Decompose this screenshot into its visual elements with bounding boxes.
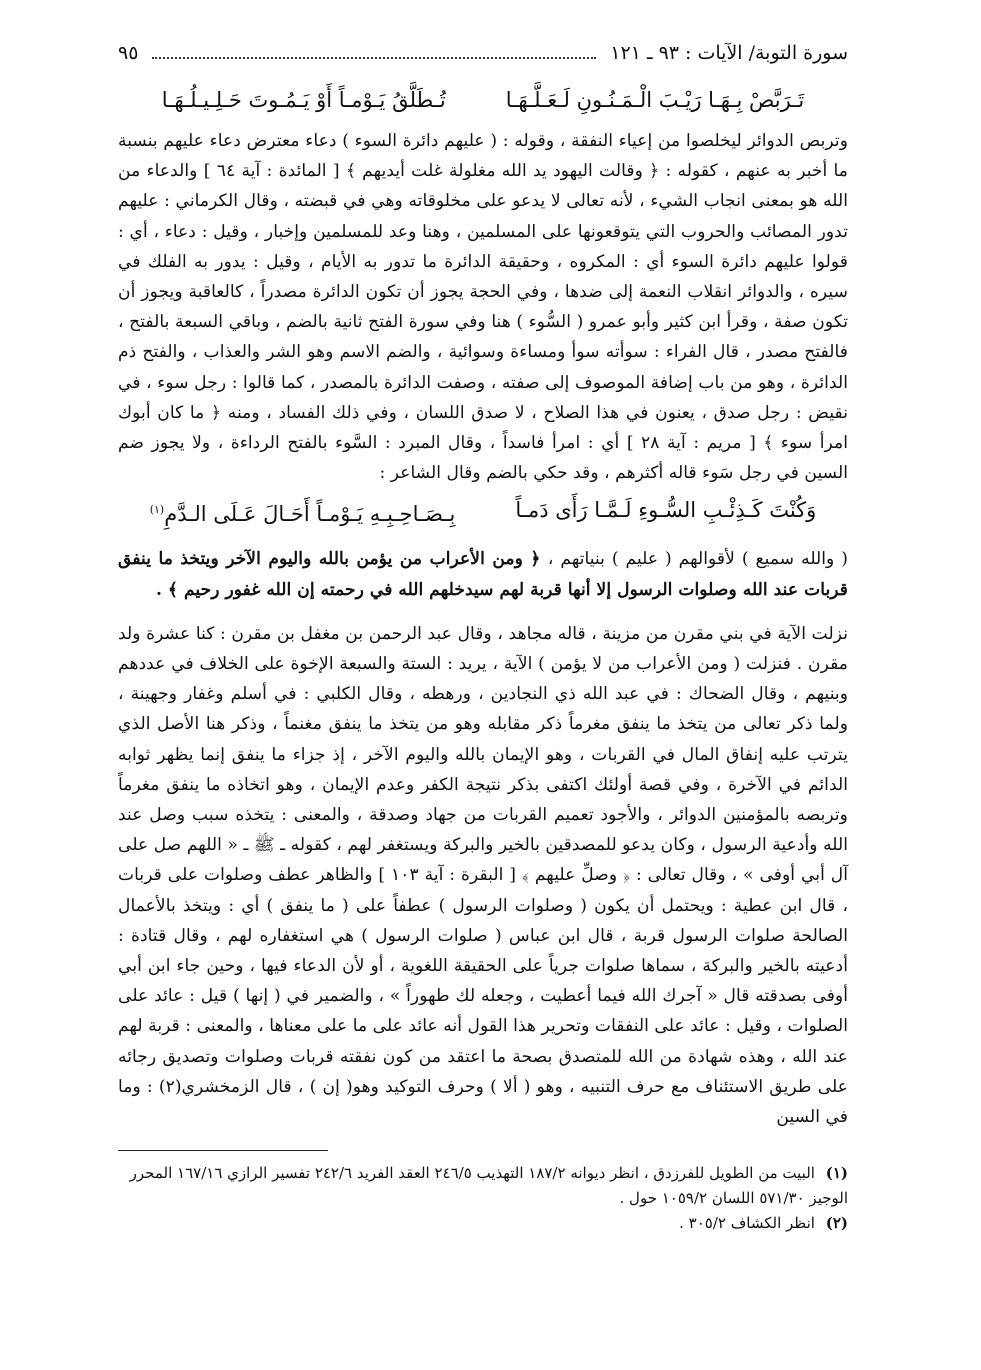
running-header xyxy=(118,40,848,70)
footnote-1 xyxy=(118,1161,848,1211)
verse-intro: ( والله سميع ) لأقوالهم ( عليم ) بنياتهم ، xyxy=(547,549,848,570)
hemistich-left: تُـطَلَّقُ يَـوْمـاً أَوْ يَـمُـوتَ حَـلِـيـلُـهَـا xyxy=(161,88,446,112)
page-number: ٩٥ xyxy=(118,42,139,64)
quran-verse-block xyxy=(118,544,848,604)
surah-range: سورة التوبة/ الآيات : ٩٣ ـ ١٢١ xyxy=(610,42,848,64)
hemistich-right: وَكُنْتَ كَـذِئْـبِ السُّـوءِ لَـمَّـا رَأَى دَمـاً xyxy=(515,498,817,523)
footnote-2 xyxy=(118,1211,848,1236)
spacer xyxy=(118,605,848,619)
hemistich-right: تَـرَبَّصْ بِـهَـا رَيْـبَ الْـمَـنُـونِ لَـعَـلَّـهَـا xyxy=(505,88,805,112)
footnote-number: (١) xyxy=(825,1164,848,1183)
body-paragraph-1: وتربص الدوائر ليخلصوا من إعياء النفقة ، وقوله : ( عليهم دائرة السوء ) دعاء معترض دعاء عليهم بنسبة ما أخبر به عنهم ، كقوله : ﴿ وقالت اليهود يد الله مغلولة غلت أيديهم ﴾ [ المائدة : آية ٦٤ ] والدعاء من الله هو بمعنى انجاب الشيء ، لأنه تعالى لا يدعو على مخلوقاته وهي في قبضته ، وقال الكرماني : عليهم تدور المصائب والحروب التي يتوقعونها على المسلمين ، وهنا وعد للمسلمين وإخبار ، وقيل : دعاء ، أي : قولوا عليهم دائرة السوء أي : المكروه ، وحقيقة الدائرة ما تدور به الأيام ، وقيل : يدور به الفلك في سيره ، والدوائر انقلاب النعمة إلى ضدها ، وفي الحجة يجوز أن تكون الدائرة مصدراً ، كالعاقبة ويجوز أن تكون صفة ، وقرأ ابن كثير وأبو عمرو ( السُّوء ) هنا وفي سورة الفتح ثانية بالضم ، وباقي السبعة بالفتح ، فالفتح مصدر ، قال الفراء : سوأته سوأ ومساءة وسوائية ، والضم الاسم وهو الشر والعذاب ، والفتح ذم الدائرة ، وهو من باب إضافة الموصوف إلى صفته ، وصفت الدائرة بالمصدر ، كما قالوا : رجل سوء ، في نقيض : رجل صدق ، يعنون في هذا الصلاح ، لا صدق اللسان ، وفي ذلك الفساد ، ومنه ﴿ ما كان أبوك امرأ سوء ﴾ [ مريم : آية ٢٨ ] أي : امرأ فاسداً ، وقال المبرد : السَّوء بالفتح الرداءة ، ولا يجوز ضم السين في رجل سَوء قاله أكثرهم ، وقد حكي بالضم وقال الشاعر : xyxy=(118,131,849,484)
footnote-text: البيت من الطويل للفرزدق ، انظر ديوانه ١٨٧/٢ التهذيب ٢٤٦/٥ العقد الفريد ٢٤٢/٦ تفسير الرازي ١٦٧/١٦ المحرر الوجيز ٥٧١/٣٠ اللسان ١٠٥٩/٢ حول . xyxy=(129,1164,848,1208)
footnote-divider xyxy=(118,1150,328,1151)
poetry-verse-2 xyxy=(118,492,848,536)
book-page xyxy=(118,40,848,1236)
header-dot-leader xyxy=(152,57,596,59)
hemistich-left: بِـصَـاحِـبِـهِ يَـوْمـاً أَحَـالَ عَـلَى الـدَّمِ$^{(١)}$ xyxy=(149,502,456,527)
body-paragraph-2: نزلت الآية في بني مقرن من مزينة ، قاله مجاهد ، وقال عبد الرحمن بن مغفل بن مقرن : كنا عشرة ولد مقرن . فنزلت ( ومن الأعراب من لا يؤمن ) الآية ، يريد : الستة والسبعة الإخوة على الخلاف في عددهم وبنيهم ، وقال الضحاك : في عبد الله ذي النجادين ، ورهطه ، وقال الكلبي : في أسلم وغفار وجهينة ، ولما ذكر تعالى من يتخذ ما ينفق مغرماً ذكر مقابله وهو من يتخذ ما ينفق مغنماً ، وذكر هنا الأصل الذي يترتب عليه إنفاق المال في القربات ، وهو الإيمان بالله واليوم الآخر ، إذ جزاء ما ينفق إنما يظهر ثوابه الدائم في الآخرة ، وفي قصة أولئك اكتفى بذكر نتيجة الكفر وعدم الإيمان ، وهو اتخاذه ما ينفق مغرماً وتربصه بالمؤمنين الدوائر ، والأجود تعميم القربات من جهاد وصدقة ، والمعنى : يتخذه سبب وصل عند الله وأدعية الرسول ، وكان يدعو للمصدقين بالخير والبركة ويستغفر لهم ، كقوله ـ ﷺ ـ « اللهم صل على آل أبي أوفى » ، وقال تعالى : ﴿ وصلِّ عليهم ﴾ [ البقرة : آية ١٠٣ ] والظاهر عطف وصلوات على قربات ، قال ابن عطية : ويحتمل أن يكون ( وصلوات الرسول ) عطفاً على ( ما ينفق ) أي : ويتخذ بالأعمال الصالحة صلوات الرسول قربة ، قال ابن عباس ( صلوات الرسول ) هي استغفاره لهم ، وقال قتادة : أدعيته بالخير والبركة ، سماها صلوات جرياً على الحقيقة اللغوية ، أو لأن الدعاء فيها ، وحين جاء ابن أبي أوفى بصدقته قال « آجرك الله فيما أعطيت ، وجعله لك طهوراً » ، والضمير في ( إنها ) قيل : عائد على الصلوات ، وقيل : عائد على النفقات وتحرير هذا القول أنه عائد على ما على معناها ، والمعنى : قربة لهم عند الله ، وهذه شهادة من الله للمتصدق بصحة ما اعتقد من كون نفقته قربات وصلوات وتصديق رجائه على طريق الاستئناف مع حرف التنبيه ، وهو ( ألا ) وحرف التوكيد وهو( إن ) ، قال الزمخشري(٢) : وما في السين xyxy=(118,623,849,1128)
poetry-verse-1 xyxy=(118,82,848,126)
footnote-text: انظر الكشاف ٣٠٥/٢ . xyxy=(679,1214,815,1233)
footnote-number: (٢) xyxy=(825,1214,848,1233)
footnote-marker: (١) xyxy=(149,503,165,517)
quran-verse-text: ﴿ ومن الأعراب من يؤمن بالله واليوم الآخر ويتخذ ما ينفق قربات عند الله وصلوات الرسول إلا أنها قربة لهم سيدخلهم الله في رحمته إن الله غفور رحيم ﴾ . xyxy=(118,549,848,600)
